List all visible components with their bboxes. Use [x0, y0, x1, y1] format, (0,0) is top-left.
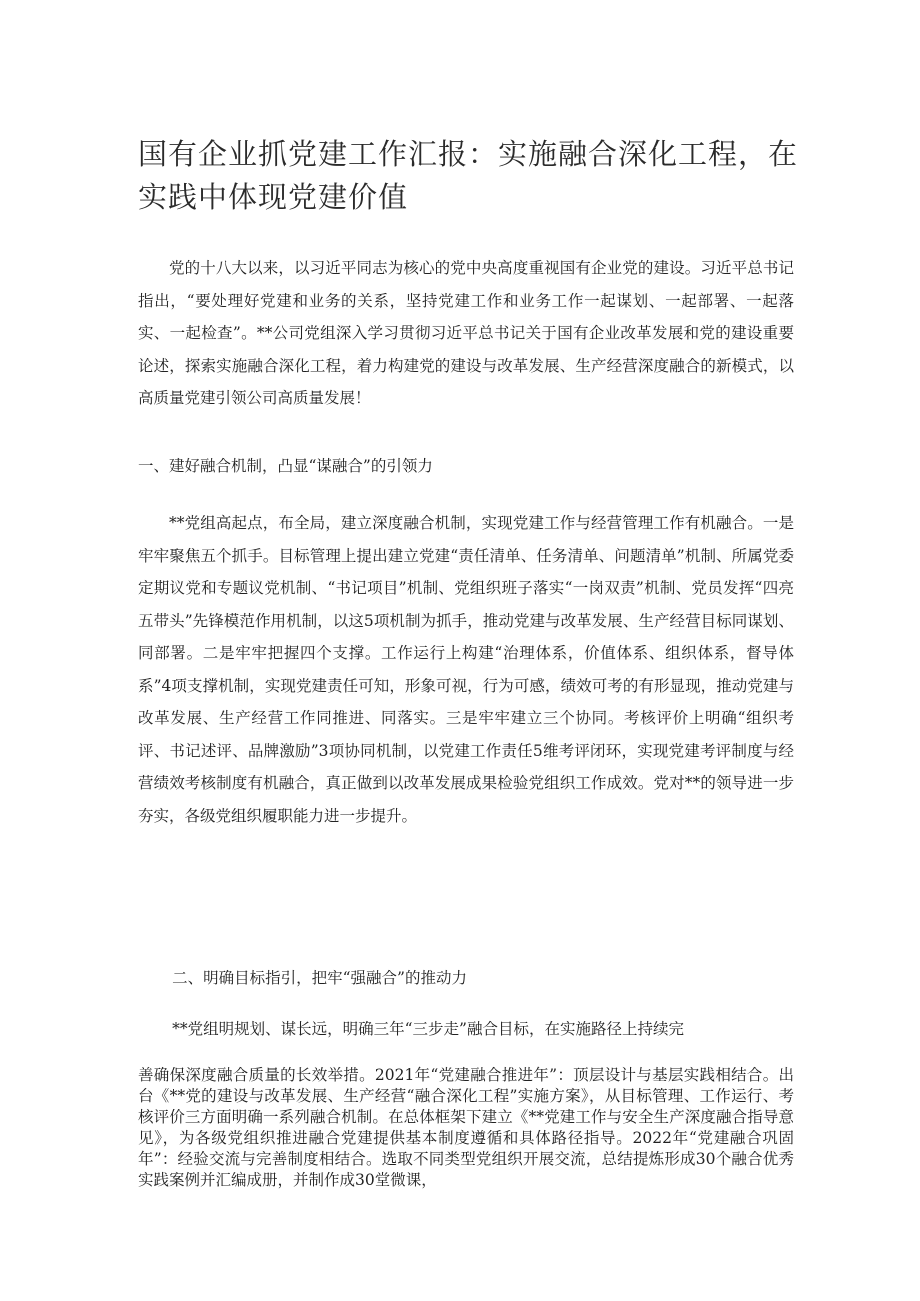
intro-paragraph: 党的十八大以来，以习近平同志为核心的党中央高度重视国有企业党的建设。习近平总书记指出，“要处理好党建和业务的关系，坚持党建工作和业务工作一起谋划、一起部署、一起落实、一起检查”。**公司党组深入学习贯彻习近平总书记关于国有企业改革发展和党的建设重要论述，探索实施融合深化工程，着力构建党的建设与改革发展、生产经营深度融合的新模式，以高质量党建引领公司高质量发展！ [138, 259, 794, 407]
section-1-paragraph: **党组高起点，布全局，建立深度融合机制，实现党建工作与经营管理工作有机融合。一是牢牢聚焦五个抓手。目标管理上提出建立党建“责任清单、任务清单、问题清单”机制、所属党委定期议党和专题议党机制、“书记项目”机制、党组织班子落实“一岗双责”机制、党员发挥“四亮五带头”先锋模范作用机制，以这5项机制为抓手，推动党建与改革发展、生产经营目标同谋划、同部署。二是牢牢把握四个支撑。工作运行上构建“治理体系，价值体系、组织体系，督导体系”4项支撑机制，实现党建责任可知，形象可视，行为可感，绩效可考的有形显现，推动党建与改革发展、生产经营工作同推进、同落实。三是牢牢建立三个协同。考核评价上明确“组织考评、书记述评、品牌激励”3项协同机制，以党建工作责任5维考评闭环，实现党建考评制度与经营绩效考核制度有机融合，真正做到以改革发展成果检验党组织工作成效。党对**的领导进一步夯实，各级党组织履职能力进一步提升。 [138, 514, 794, 825]
section-2-lead-line: **党组明规划、谋长远，明确三年“三步走”融合目标，在实施路径上持续完 [172, 1020, 684, 1038]
section-2-paragraph: 善确保深度融合质量的长效举措。2021年“党建融合推进年”：顶层设计与基层实践相结合。出台《**党的建设与改革发展、生产经营“融合深化工程”实施方案》，从目标管理、工作运行、考核评价三方面明确一系列融合机制。在总体框架下建立《**党建工作与安全生产深度融合指导意见》，为各级党组织推进融合党建提供基本制度遵循和具体路径指导。2022年“党建融合巩固年”：经验交流与完善制度相结合。选取不同类型党组织开展交流，总结提炼形成30个融合优秀实践案例并汇编成册，并制作成30堂微课， [138, 1066, 794, 1189]
section-heading-1: 一、建好融合机制，凸显“谋融合”的引领力 [138, 457, 433, 475]
section-heading-2: 二、明确目标指引，把牢“强融合”的推动力 [172, 969, 467, 987]
document-title: 国有企业抓党建工作汇报：实施融合深化工程，在实践中体现党建价值 [138, 137, 799, 214]
